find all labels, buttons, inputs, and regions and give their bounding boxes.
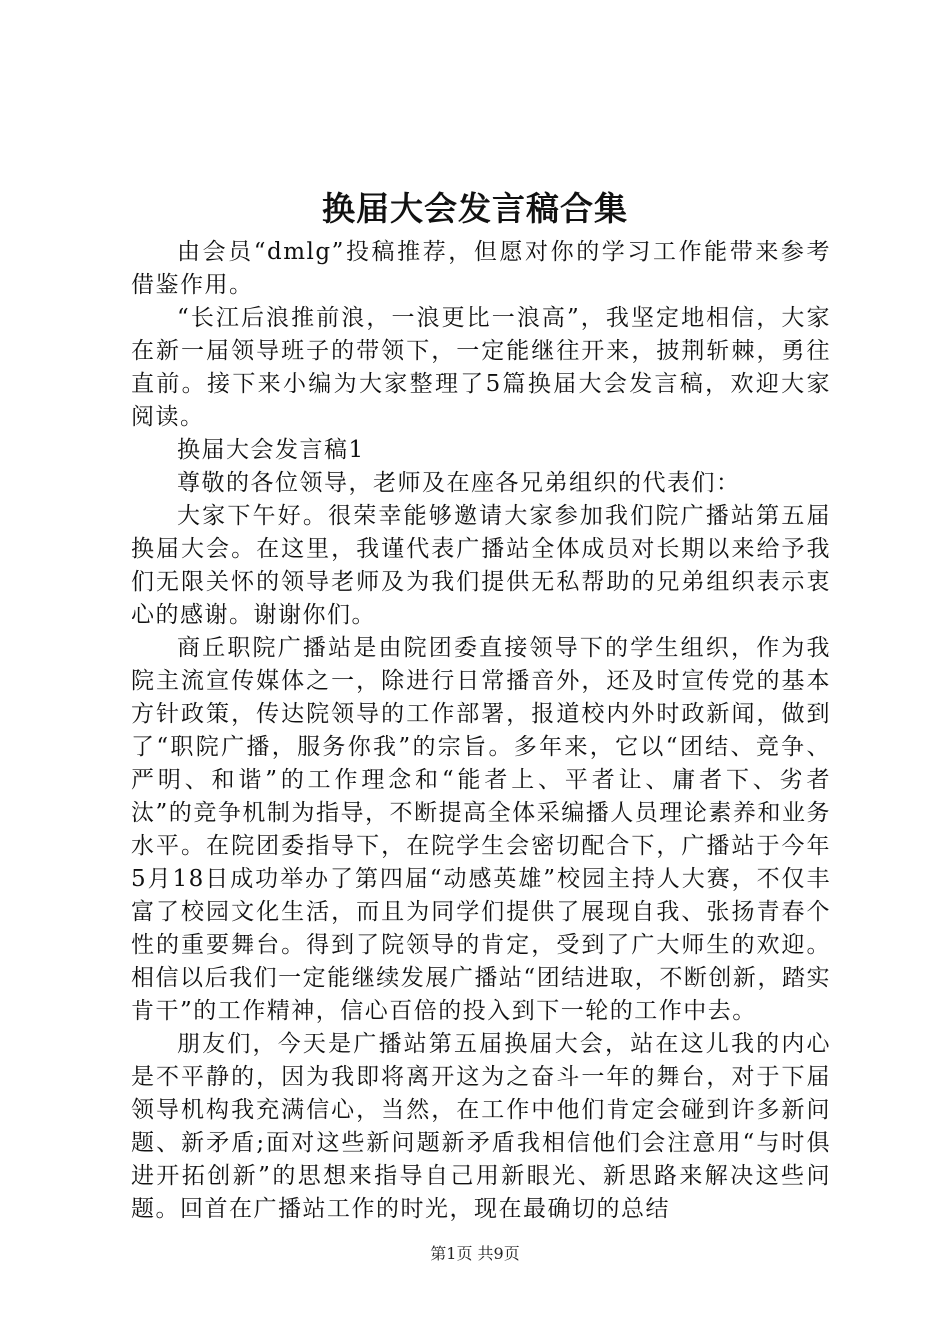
paragraph-greeting: 大家下午好。很荣幸能够邀请大家参加我们院广播站第五届换届大会。在这里，我谨代表广播站全体成员对长期以来给予我们无限关怀的领导老师及为我们提供无私帮助的兄弟组织表示衷心的感谢。谢谢你们。 [131, 503, 831, 628]
section-heading: 换届大会发言稿1 [177, 437, 365, 463]
paragraph-preface: “长江后浪推前浪，一浪更比一浪高”，我坚定地相信，大家在新一届领导班子的带领下，一定能继往开来，披荆斩棘，勇往直前。接下来小编为大家整理了5篇换届大会发言稿，欢迎大家阅读。 [131, 305, 831, 430]
paragraph-station-intro: 商丘职院广播站是由院团委直接领导下的学生组织，作为我院主流宣传媒体之一，除进行日常播音外，还及时宣传党的基本方针政策，传达院领导的工作部署，报道校内外时政新闻，做到了“职院广播，服务你我”的宗旨。多年来，它以“团结、竞争、严明、和谐”的工作理念和“能者上、平者让、庸者下、劣者汰”的竞争机制为指导，不断提高全体采编播人员理论素养和业务水平。在院团委指导下，在院学生会密切配合下，广播站于今年5月18日成功举办了第四届“动感英雄”校园主持人大赛，不仅丰富了校园文化生活，而且为同学们提供了展现自我、张扬青春个性的重要舞台。得到了院领导的肯定，受到了广大师生的欢迎。相信以后我们一定能继续发展广播站“团结进取，不断创新，踏实肯干”的工作精神，信心百倍的投入到下一轮的工作中去。 [131, 635, 831, 1024]
page-number-footer: 第1页 共9页 [430, 1244, 520, 1263]
paragraph-intro: 由会员“dmlg”投稿推荐，但愿对你的学习工作能带来参考借鉴作用。 [131, 239, 831, 298]
document-title: 换届大会发言稿合集 [322, 189, 628, 228]
paragraph-salutation: 尊敬的各位领导，老师及在座各兄弟组织的代表们： [177, 470, 741, 496]
document-body [131, 236, 831, 1226]
paragraph-friends: 朋友们，今天是广播站第五届换届大会，站在这儿我的内心是不平静的，因为我即将离开这为之奋斗一年的舞台，对于下届领导机构我充满信心，当然，在工作中他们肯定会碰到许多新问题、新矛盾;面对这些新问题新矛盾我相信他们会注意用“与时俱进开拓创新”的思想来指导自己用新眼光、新思路来解决这些问题。回首在广播站工作的时光，现在最确切的总结 [131, 1031, 831, 1222]
